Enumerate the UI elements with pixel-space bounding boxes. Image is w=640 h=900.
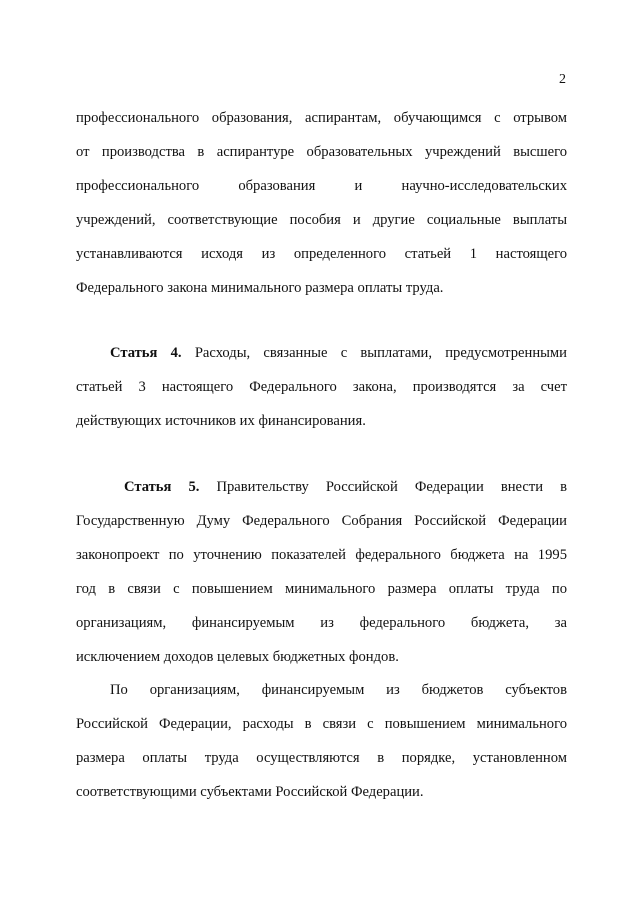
article-5-first-line	[76, 470, 567, 504]
text-line: действующих источников их финансирования.	[76, 413, 366, 429]
article-5	[76, 470, 567, 674]
article-5-first-line-text: Правительству Российской Федерации внести в	[199, 479, 567, 495]
text-line: Российской Федерации, расходы в связи с повышением минимального	[76, 716, 567, 732]
text-line: профессионального образования и научно-исследовательских	[76, 178, 567, 194]
article-4-first-line	[76, 336, 567, 370]
page-number: 2	[559, 72, 566, 87]
text-line: Государственную Думу Федерального Собрания Российской Федерации	[76, 513, 567, 529]
paragraph-regional	[76, 673, 567, 809]
paragraph-continuation	[76, 101, 567, 305]
text-line: организациям, финансируемым из федерального бюджета, за	[76, 615, 567, 631]
text-line: учреждений, соответствующие пособия и другие социальные выплаты	[76, 212, 567, 228]
text-line: статьей 3 настоящего Федерального закона, производятся за счет	[76, 379, 567, 395]
article-4-label: Статья 4.	[110, 345, 182, 361]
text-line: исключением доходов целевых бюджетных фондов.	[76, 649, 399, 665]
text-line: устанавливаются исходя из определенного статьей 1 настоящего	[76, 246, 567, 262]
text-line: По организациям, финансируемым из бюджетов субъектов	[110, 682, 567, 698]
text-line: профессионального образования, аспирантам, обучающимся с отрывом	[76, 110, 567, 126]
text-line: год в связи с повышением минимального размера оплаты труда по	[76, 581, 567, 597]
article-4-first-line-text: Расходы, связанные с выплатами, предусмотренными	[181, 345, 567, 361]
text-line: размера оплаты труда осуществляются в порядке, установленном	[76, 750, 567, 766]
article-5-label: Статья 5.	[124, 479, 200, 495]
text-line: Федерального закона минимального размера оплаты труда.	[76, 280, 444, 296]
text-line: от производства в аспирантуре образовательных учреждений высшего	[76, 144, 567, 160]
article-4	[76, 336, 567, 438]
text-line: законопроект по уточнению показателей федерального бюджета на 1995	[76, 547, 567, 563]
text-line: соответствующими субъектами Российской Федерации.	[76, 784, 424, 800]
